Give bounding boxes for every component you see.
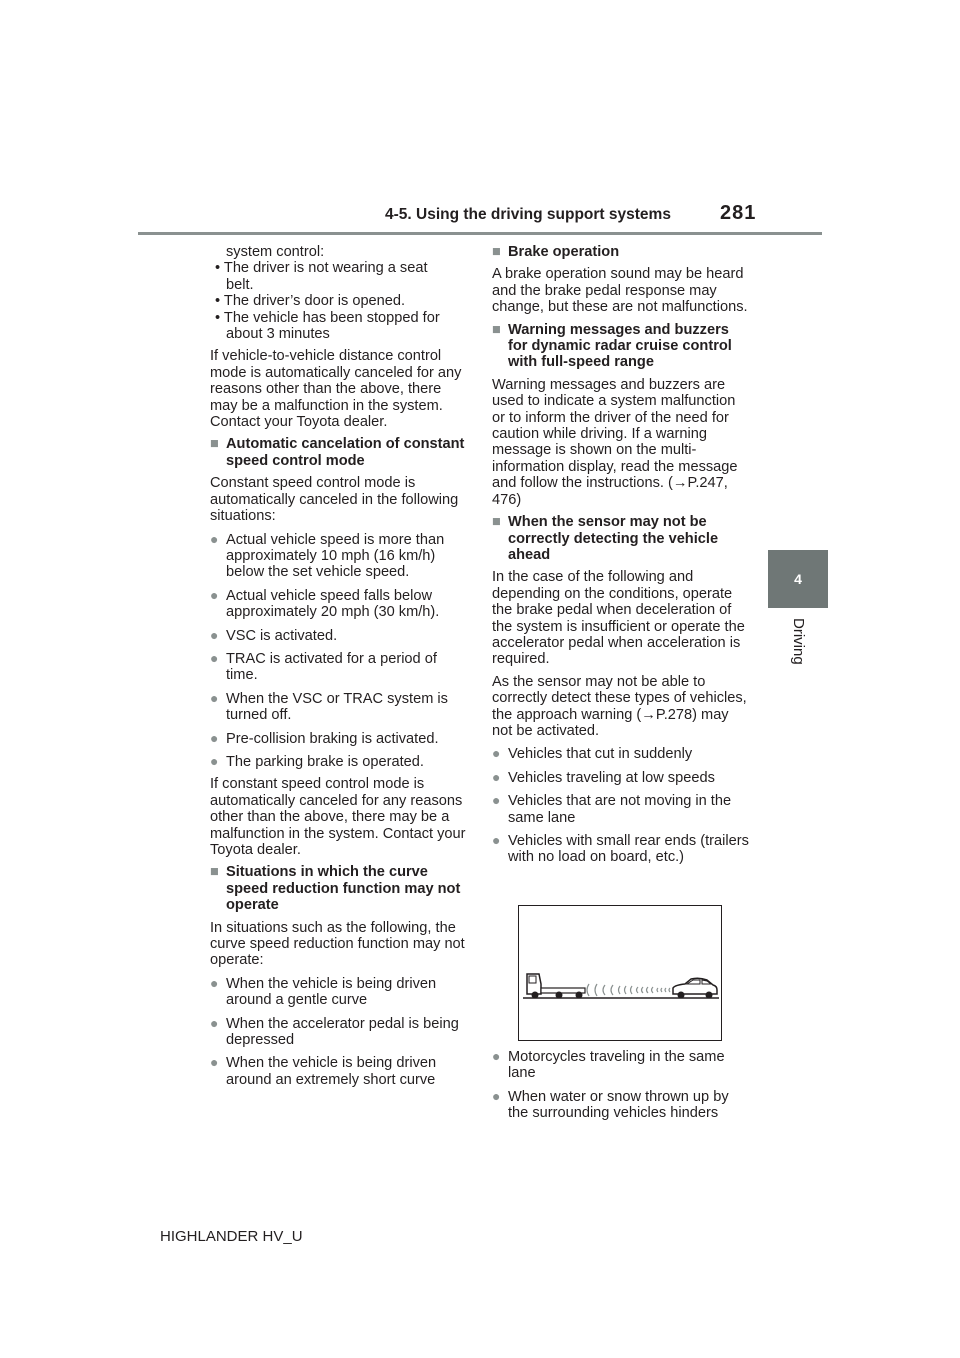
- dot-bullet-icon: ●: [210, 752, 219, 769]
- dot-bullet-icon: ●: [210, 1014, 219, 1031]
- list-item: • The driver’s door is opened.: [215, 293, 406, 310]
- paragraph: Warning messages and buzzers are used to indicate a system malfunction or to inform the driver of the need for caution while driving. If a warning message is shown on the multi-information display, read the message and follow the instructions. (→P.247, 476): [492, 376, 738, 508]
- dot-bullet-icon: ●: [492, 768, 501, 785]
- section-heading: ■ Situations in which the curve speed reduction function may not operate: [210, 864, 461, 914]
- section-heading: ■ When the sensor may not be correctly detecting the vehicle ahead: [492, 514, 719, 563]
- list-item: ● Actual vehicle speed is more than approximately 10 mph (16 km/h) below the set vehicle speed.: [210, 530, 445, 581]
- paragraph: system control:: [226, 244, 325, 260]
- dot-bullet-icon: ●: [492, 792, 501, 809]
- illustration-radar-trailer: [518, 905, 722, 1041]
- section-heading: ■ Warning messages and buzzers for dynamic radar cruise control with full-speed range: [492, 321, 732, 371]
- list-item: ● Motorcycles traveling in the same lane: [492, 1048, 725, 1082]
- dot-bullet-icon: ●: [492, 832, 501, 848]
- dot-bullet-icon: ●: [210, 974, 219, 991]
- header-section-title: 4-5. Using the driving support systems: [385, 206, 671, 223]
- dot-bullet-icon: ●: [492, 745, 501, 762]
- left-column: [210, 244, 468, 1094]
- list-item: • The vehicle has been stopped for: [215, 309, 440, 326]
- list-item: ● Vehicles with small rear ends (trailers with no load on board, etc.): [492, 832, 749, 866]
- dot-bullet-icon: ●: [492, 1048, 501, 1064]
- page-number: 281: [720, 202, 757, 224]
- right-column: [492, 244, 750, 872]
- list-item: ● Vehicles that are not moving in the same lane: [492, 792, 732, 826]
- dot-bullet-icon: ●: [492, 1087, 501, 1104]
- paragraph: As the sensor may not be able to correctly detect these types of vehicles, the approach warning (→P.278) may not be activated.: [492, 673, 747, 739]
- list-item-cont: about 3 minutes: [226, 326, 330, 343]
- chapter-tab[interactable]: [768, 550, 828, 608]
- chapter-label-text: Driving: [790, 618, 807, 665]
- paragraph: In situations such as the following, the curve speed reduction function may not operate:: [210, 919, 465, 969]
- list-item: ● TRAC is activated for a period of time.: [210, 649, 437, 684]
- square-bullet-icon: ■: [210, 436, 219, 453]
- list-item: ● Actual vehicle speed falls below approximately 20 mph (30 km/h).: [210, 586, 440, 621]
- square-bullet-icon: ■: [492, 514, 501, 531]
- dot-bullet-icon: ●: [210, 649, 219, 666]
- section-heading: ■ Automatic cancelation of constant speed control mode: [210, 436, 465, 469]
- list-item: ● When the vehicle is being driven around an extremely short curve: [210, 1054, 437, 1088]
- radar-diagram-icon: [519, 906, 723, 1042]
- paragraph: If constant speed control mode is automatically canceled for any reasons other than the above, there may be a malfunction in the system. Contact your Toyota dealer.: [210, 776, 466, 858]
- list-item: ● VSC is activated.: [210, 626, 338, 644]
- list-item: ● When the accelerator pedal is being depressed: [210, 1014, 459, 1049]
- list-item: ● When the vehicle is being driven around a gentle curve: [210, 974, 437, 1009]
- dot-bullet-icon: ●: [210, 1054, 219, 1071]
- list-item-cont: belt.: [226, 276, 254, 293]
- list-item: ● When the VSC or TRAC system is turned off.: [210, 689, 448, 724]
- dot-bullet-icon: ●: [210, 586, 219, 603]
- square-bullet-icon: ■: [492, 244, 501, 260]
- right-column-lower: [492, 1048, 750, 1128]
- footer-model-name: HIGHLANDER HV_U: [160, 1228, 303, 1245]
- dot-bullet-icon: ●: [210, 626, 219, 643]
- chapter-label: [766, 618, 830, 698]
- paragraph: If vehicle-to-vehicle distance control mode is automatically canceled for any reasons other than the above, there may be a malfunction in the system. Contact your Toyota dealer.: [210, 348, 462, 431]
- square-bullet-icon: ■: [210, 864, 219, 881]
- list-item: ● The parking brake is operated.: [210, 752, 424, 770]
- square-bullet-icon: ■: [492, 321, 501, 338]
- list-item: • The driver is not wearing a seat: [215, 260, 428, 277]
- dot-bullet-icon: ●: [210, 530, 219, 547]
- list-item: ● When water or snow thrown up by the surrounding vehicles hinders: [492, 1087, 729, 1122]
- paragraph: In the case of the following and depending on the conditions, operate the brake pedal when deceleration of the system is insufficient or operate the accelerator pedal when acceleration is required.: [492, 569, 745, 668]
- list-item: ● Vehicles that cut in suddenly: [492, 745, 693, 763]
- chapter-number: 4: [794, 571, 802, 587]
- dot-bullet-icon: ●: [210, 689, 219, 706]
- section-heading: ■ Brake operation: [492, 244, 620, 260]
- header-rule: [138, 232, 822, 235]
- paragraph: Constant speed control mode is automatically canceled in the following situations:: [210, 475, 459, 525]
- list-item: ● Pre-collision braking is activated.: [210, 729, 439, 747]
- dot-bullet-icon: ●: [210, 729, 219, 746]
- list-item: ● Vehicles traveling at low speeds: [492, 768, 715, 786]
- paragraph: A brake operation sound may be heard and the brake pedal response may change, but these are not malfunctions.: [492, 266, 748, 316]
